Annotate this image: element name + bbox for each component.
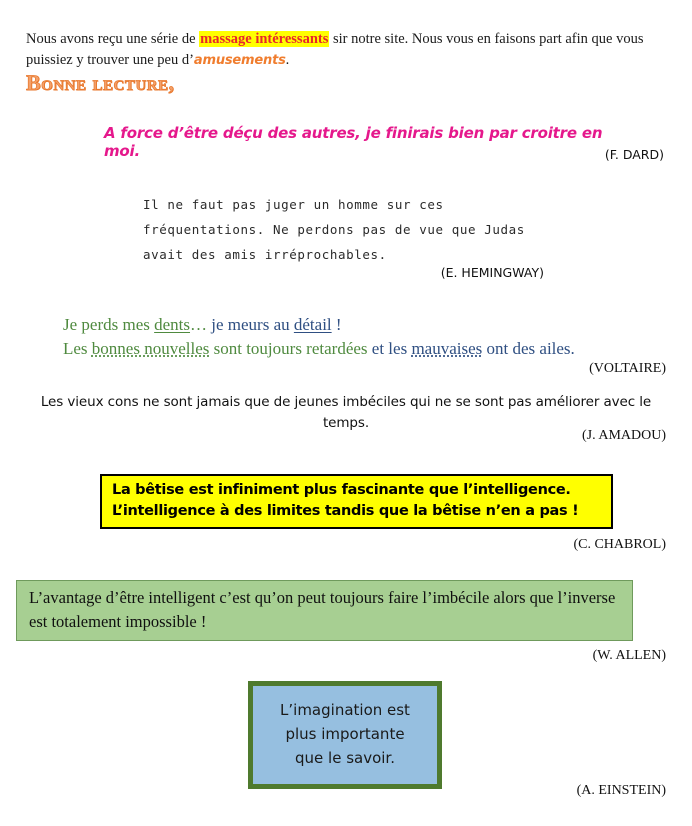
intro-emphasis-word: amusements bbox=[193, 52, 286, 68]
quote-allen-box: L’avantage d’être intelligent c’est qu’on peut toujours faire l’imbécile alors que l’inverse est totalement impossible ! bbox=[16, 580, 633, 641]
intro-text-part1: Nous avons reçu une série de bbox=[26, 30, 200, 47]
quote-voltaire-line-1 bbox=[63, 313, 663, 337]
voltaire-l1-blue-b: ! bbox=[331, 315, 342, 334]
quote-einstein-box bbox=[248, 681, 442, 789]
attribution-einstein: (A. EINSTEIN) bbox=[576, 783, 666, 798]
voltaire-l2-blue-b: ont des ailes. bbox=[482, 339, 575, 358]
quote-hemingway-text bbox=[143, 192, 573, 267]
intro-text-part2: sir notre site. Nous vous en faisons part afin que vous puissiez y trouver une peu d’ bbox=[26, 30, 644, 68]
voltaire-l1-green-b: … bbox=[190, 315, 212, 334]
quote-dard-text: A force d’être déçu des autres, je finirais bien par croitre en moi. bbox=[104, 124, 603, 160]
quote-hemingway-line-1: Il ne faut pas juger un homme sur ces bbox=[143, 197, 444, 212]
voltaire-l2-green-underlined: bonnes nouvelles bbox=[91, 339, 210, 358]
quote-einstein-line-2: plus importante bbox=[285, 725, 405, 743]
intro-highlighted-phrase: massage intéressants bbox=[200, 30, 329, 47]
quote-amadou-text: Les vieux cons ne sont jamais que de jeunes imbéciles qui ne se sont pas améliorer avec le temps. bbox=[40, 394, 652, 431]
quote-einstein-line-1: L’imagination est bbox=[280, 701, 410, 719]
bonne-lecture-heading: Bonne lecture, bbox=[26, 70, 175, 95]
quote-voltaire-text bbox=[63, 313, 663, 361]
voltaire-l2-green-a: Les bbox=[63, 339, 92, 358]
attribution-hemingway: (E. HEMINGWAY) bbox=[440, 265, 544, 280]
voltaire-l2-green-b: sont toujours retardées bbox=[209, 339, 372, 358]
voltaire-l1-green-a: Je perds mes bbox=[63, 315, 155, 334]
intro-paragraph bbox=[26, 29, 666, 71]
voltaire-l2-blue-underlined: mauvaises bbox=[411, 339, 483, 358]
quote-hemingway-line-2: fréquentations. Ne perdons pas de vue que Judas bbox=[143, 222, 525, 237]
quote-voltaire-line-2 bbox=[63, 337, 663, 361]
attribution-chabrol: (C. CHABROL) bbox=[573, 537, 666, 552]
attribution-voltaire: (VOLTAIRE) bbox=[589, 361, 666, 376]
attribution-allen: (W. ALLEN) bbox=[592, 648, 666, 663]
voltaire-l2-blue-a: et les bbox=[371, 339, 412, 358]
quote-hemingway-line-3: avait des amis irréprochables. bbox=[143, 247, 387, 262]
quote-chabrol-line-1: La bêtise est infiniment plus fascinante que l’intelligence. bbox=[112, 482, 571, 498]
attribution-amadou: (J. AMADOU) bbox=[582, 428, 666, 443]
quote-chabrol-box bbox=[100, 474, 613, 529]
voltaire-l1-blue-a: je meurs au bbox=[211, 315, 294, 334]
voltaire-l1-blue-underlined: détail bbox=[293, 315, 332, 334]
intro-text-part3: . bbox=[285, 51, 290, 68]
quote-chabrol-line-2: L’intelligence à des limites tandis que la bêtise n’en a pas ! bbox=[112, 503, 579, 519]
voltaire-l1-green-underlined: dents bbox=[154, 315, 191, 334]
quote-einstein-line-3: que le savoir. bbox=[295, 749, 395, 767]
attribution-dard: (F. DARD) bbox=[604, 147, 664, 162]
